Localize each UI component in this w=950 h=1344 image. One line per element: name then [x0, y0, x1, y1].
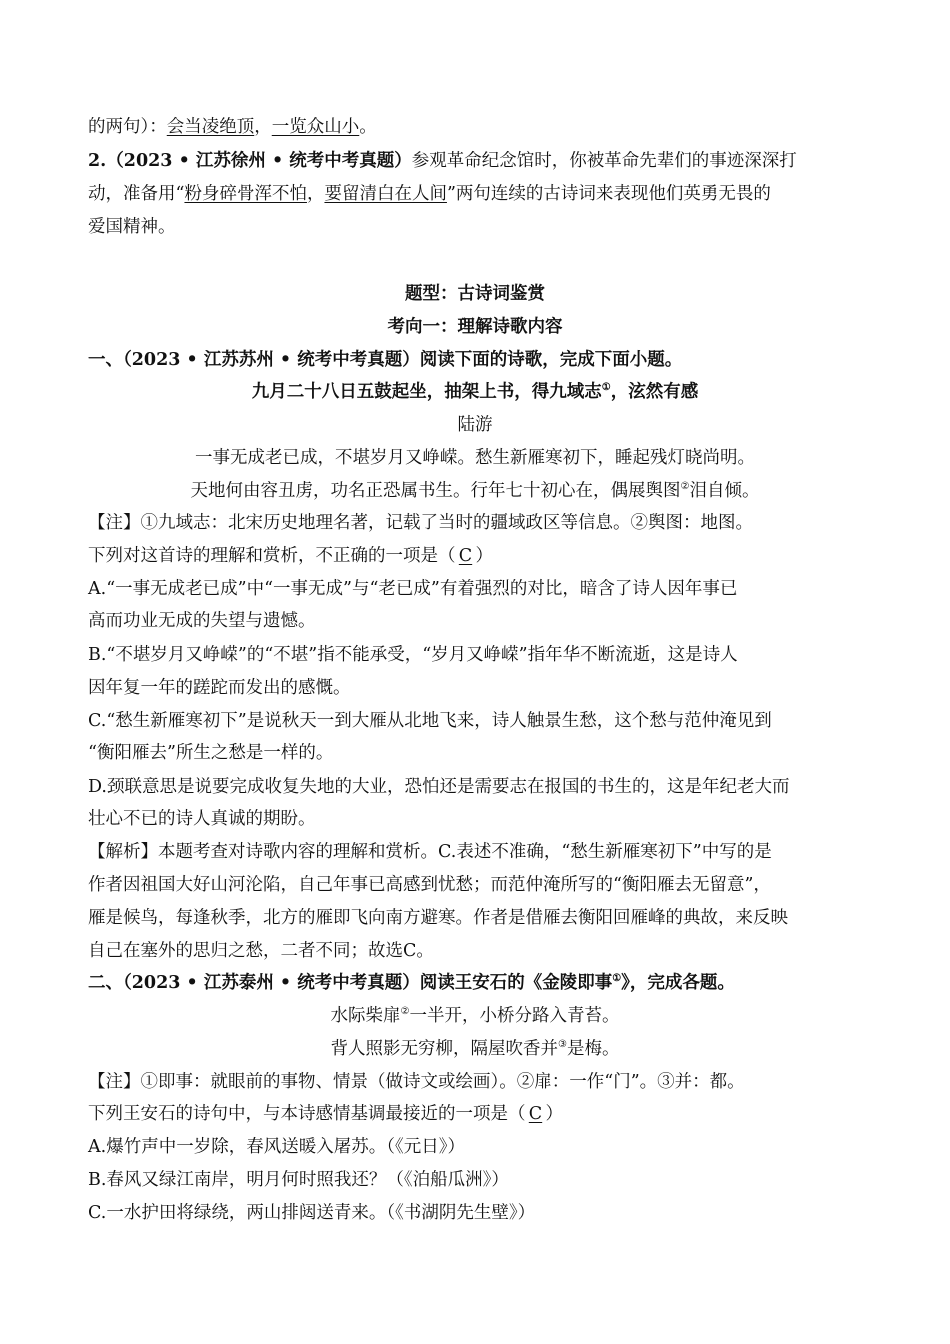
analysis-3: 雁是候鸟，每逢秋季，北方的雁即飞向南方避寒。作者是借雁去衡阳回雁峰的典故，来反映 — [88, 908, 788, 928]
analysis-2: 作者因祖国大好山河沦陷，自己年事已高感到忧愁；而范仲淹所写的“衡阳雁去无留意”， — [88, 875, 771, 895]
answer-value: C — [528, 1104, 543, 1124]
answer-blank-4: 要留清白在人间 — [324, 184, 447, 204]
option-b: B.“不堪岁月又峥嵘”的“不堪”指不能承受，“岁月又峥嵘”指年华不断流逝，这是诗人 — [88, 645, 738, 665]
poem-1-question: 下列对这首诗的理解和赏析，不正确的一项是（ C ） — [88, 543, 868, 569]
poem-1-title: 九月二十八日五鼓起坐，抽架上书，得九域志①，泫然有感 — [251, 382, 699, 402]
footnote-mark: ① — [612, 973, 622, 985]
poem-2-question: 下列王安石的诗句中，与本诗感情基调最接近的一项是（ C ） — [88, 1101, 868, 1127]
analysis-1: 【解析】本题考查对诗歌内容的理解和赏析。C.表述不准确，“愁生新雁寒初下”中写的是 — [88, 842, 772, 862]
answer-blank-2: 一览众山小 — [271, 117, 360, 137]
p2-option-a: A.爆竹声中一岁除，春风送暖入屠苏。（《元日》） — [88, 1137, 465, 1157]
p2-option-c: C.一水护田将绿绕，两山排闼送青来。（《书湖阴先生壁》） — [88, 1203, 536, 1223]
question-2-line-2: 动，准备用“粉身碎骨浑不怕，要留清白在人间”两句连续的古诗词来表现他们英勇无畏的 — [88, 184, 771, 204]
question-source: （2023 • 江苏徐州 • 统考中考真题） — [106, 151, 412, 171]
poem-2-verse-1: 水际柴扉②一半开，小桥分路入青苔。 — [330, 1006, 620, 1026]
poem-1-author: 陆游 — [457, 415, 493, 435]
option-d-cont: 壮心不已的诗人真诚的期盼。 — [88, 809, 316, 829]
poem-2-verse-2: 背人照影无穷柳，隔屋吹香并③是梅。 — [330, 1039, 620, 1059]
poem-1-verse-1: 一事无成老已成，不堪岁月又峥嵘。愁生新雁寒初下，睡起残灯晓尚明。 — [195, 448, 755, 468]
answer-value: C — [458, 546, 473, 566]
analysis-4: 自己在塞外的思归之愁，二者不同；故选C。 — [88, 941, 434, 961]
answer-blank-3: 粉身碎骨浑不怕 — [184, 184, 307, 204]
section-subtitle: 考向一：理解诗歌内容 — [387, 317, 563, 337]
footnote-mark: ① — [601, 382, 611, 394]
footnote-mark: ② — [680, 481, 690, 493]
question-2-line-3: 爱国精神。 — [88, 217, 176, 237]
option-d: D.颈联意思是说要完成收复失地的大业，恐怕还是需要志在报国的书生的，这是年纪老大而 — [88, 777, 790, 797]
footnote-mark: ② — [400, 1006, 410, 1018]
part-1-heading: 一、（2023 • 江苏苏州 • 统考中考真题）阅读下面的诗歌，完成下面小题。 — [88, 350, 683, 370]
poem-1-verse-2: 天地何由容丑虏，功名正恐属书生。行年七十初心在，偶展舆图②泪自倾。 — [190, 481, 760, 501]
question-2: 2.（2023 • 江苏徐州 • 统考中考真题）参观革命纪念馆时，你被革命先辈们的事迹深深打 — [88, 151, 797, 171]
option-c: C.“愁生新雁寒初下”是说秋天一到大雁从北地飞来，诗人触景生愁，这个愁与范仲淹见到 — [88, 711, 772, 731]
option-c-cont: “衡阳雁去”所生之愁是一样的。 — [88, 743, 334, 763]
p2-option-b: B.春风又绿江南岸，明月何时照我还？（《泊船瓜洲》） — [88, 1170, 509, 1190]
footnote-mark: ③ — [558, 1039, 567, 1051]
part-2-heading: 二、（2023 • 江苏泰州 • 统考中考真题）阅读王安石的《金陵即事①》，完成各题。 — [88, 973, 735, 993]
section-title: 题型：古诗词鉴赏 — [405, 284, 545, 304]
answer-blank-1: 会当凌绝顶 — [166, 117, 255, 137]
poem-2-note: 【注】①即事：就眼前的事物、情景（做诗文或绘画）。②扉：一作“门”。③并：都。 — [88, 1072, 745, 1092]
poem-1-note: 【注】①九域志：北宋历史地理名著，记载了当时的疆域政区等信息。②舆图：地图。 — [88, 513, 753, 533]
option-a: A.“一事无成老已成”中“一事无成”与“老已成”有着强烈的对比，暗含了诗人因年事已 — [88, 579, 738, 599]
answer-line-1: 的两句）：会当凌绝顶，一览众山小。 — [88, 117, 377, 137]
option-b-cont: 因年复一年的蹉跎而发出的感慨。 — [88, 678, 351, 698]
option-a-cont: 高而功业无成的失望与遗憾。 — [88, 611, 316, 631]
